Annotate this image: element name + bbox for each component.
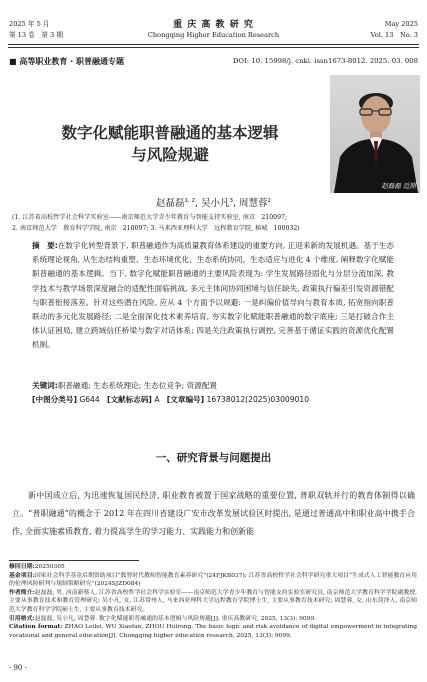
footnote-label: 基金项目:	[9, 571, 35, 579]
abstract	[32, 239, 394, 353]
column-label	[9, 56, 124, 67]
title-line-2: 与风险规避	[131, 146, 209, 164]
affiliation-line-2: 2. 南京师范大学 教育科学学院, 南京 210097; 3. 马来西亚理科大学 远程教育学院, 槟城 100032)	[12, 225, 300, 232]
column-marker: ■	[9, 57, 17, 66]
doc-code-label: [文献标志码]	[106, 395, 152, 404]
footnote-authors	[9, 589, 417, 615]
footnote-rule	[9, 560, 139, 561]
classification	[32, 394, 412, 405]
photo-caption: 赵磊磊 近照	[381, 182, 416, 190]
clc-label: [中图分类号]	[32, 395, 77, 404]
authors: 赵磊磊$^{1, 2}$, 吴小凡$^3$, 周慧蓉$^2$	[155, 197, 272, 209]
footnote-text: ZHAO Leilei, WU Xiaofan, ZHOU Huirong. The basic logic and risk avoidance of digital empowerment in integrating vocational and general education[J]. Chongqing higher education research, 2025, 13(3): 9099.	[9, 624, 417, 639]
footnote-funding	[9, 572, 417, 589]
footnote-label: 引用格式:	[9, 614, 35, 622]
footnote-label: 修回日期:	[9, 563, 35, 570]
keywords	[32, 379, 394, 393]
header-volume-cn: 第 13 卷 第 3 期	[9, 31, 63, 39]
footnote-text: 赵磊磊, 吴小凡, 周慧蓉. 数字化赋能职普融通的基本逻辑与风险规避[J]. 重庆高教研究, 2025, 13(3): 9099.	[34, 615, 317, 622]
body-paragraph: 新中国成立后, 为迅速恢复国民经济, 职业教育被置于国家战略的重要位置, 普职双轨并行的教育体制得以确立。“普职融通”的概念于 2012 年在四川省建设广安市改革发展试验区时提出, 是通过普通高中和职业高中携手合作, 全面实施素质教育, 着力提高学生的学习能力、实践能力和创新能	[12, 491, 415, 536]
abstract-label: 摘 要:	[32, 241, 58, 250]
page-number: · 90 ·	[9, 664, 27, 672]
article-title	[20, 122, 320, 166]
footnote-text: 国家社会科学基金后期资助项目“数智时代教师智能教育素养研究”(24FJKB037); 江苏省高校哲学社会科学研究重大项目“生成式人工智能教育应用的伦理风险研判与规制策略研究”(2024SJZD084)	[9, 572, 417, 588]
footnote-citation-en	[9, 623, 417, 640]
header-date-en: May 2025	[384, 20, 418, 28]
portrait-image	[330, 75, 420, 193]
header-volume-en: Vol. 13 No. 3	[370, 31, 418, 39]
journal-title-en: Chongqing Higher Education Research	[147, 31, 280, 39]
footnotes	[9, 563, 417, 640]
author-photo	[330, 75, 420, 193]
keywords-label: 关键词:	[32, 381, 58, 390]
header-rule	[8, 44, 419, 45]
article-id-value: 16738012(2025)03009010	[206, 395, 310, 404]
clc-value: G644	[79, 395, 100, 404]
footnote-text: 赵磊磊, 男, 河南新蔡人, 江苏省高校哲学社会科学实验室——南京师范大学青少年教育与智能支持实验室研究员, 南京师范大学教育科学学院副教授, 主要从事教育技术和教育管理研究; 吴小凡, 女, 江苏常州人, 马来西亚理科大学远程教育学院博士生, 主要从事教育技术研究; 周慧蓉, 女, 山东菏泽人, 南京师范大学教育科学学院硕士生, 主要从事教育技术研究。	[9, 589, 417, 613]
header-rule-thin	[8, 47, 419, 48]
affiliation-line-1: (1. 江苏省高校哲学社会科学实验室——南京师范大学青少年教育与智能支持实验室, 南京 210097;	[12, 214, 288, 221]
footnote-citation-cn	[9, 615, 417, 624]
title-line-1: 数字化赋能职普融通的基本逻辑	[61, 124, 279, 142]
section-heading: 一、研究背景与问题提出	[155, 452, 272, 464]
footnote-label: Citation format:	[9, 623, 63, 631]
keywords-text: 职普融通; 生态系统理论; 生态位竞争; 资源配置	[57, 381, 218, 390]
column-name: 高等职业教育 · 职普融通专题	[19, 57, 124, 66]
footnote-text: 20250305	[34, 564, 65, 570]
abstract-text: 在数字化转型背景下, 职普融通作为高质量教育体系建设的重要方向, 正迎来新的发展机遇。基于生态系统理论视角, 从生态结构重塑、生态环境优化、生态系统协同、生态适应与进化 4 个维度, 阐释数字化赋能职普融通的基本逻辑。当下, 数字化赋能职普融通的主要风险表现为: 学生发展路径固化与分层分流加深, 教学技术与教学场景深度融合的适配性面临挑战, 多元主体间协同困境与信任缺失, 政策执行偏差引发资源错配与职普衔接落差。针对这些潜在风险, 应从 4 个方面予以规避: 一是纠偏价值导向与教育本质, 拓宽指向职普联动的多元化发展路径; 二是全面深化技术素养培育, 夯实数字化赋能职普融通的数字底座; 三是打破合作主体认证困局, 建立跨域信任桥梁与数字对话体系; 四是关注政策执行调控, 完善基于循证实践的资源优化配置机制。	[32, 241, 395, 350]
journal-title-cn: 重 庆 高 教 研 究	[173, 20, 254, 30]
doc-code-value: A	[154, 395, 160, 404]
footnote-label: 作者简介:	[9, 588, 35, 596]
footnote-revision	[9, 563, 417, 572]
header-date-cn: 2025 年 5 月	[9, 20, 50, 28]
doi: DOI: 10. 15998/j. cnki. issn1673-8012. 2025. 03. 008	[232, 57, 418, 65]
article-id-label: [文章编号]	[166, 395, 205, 404]
